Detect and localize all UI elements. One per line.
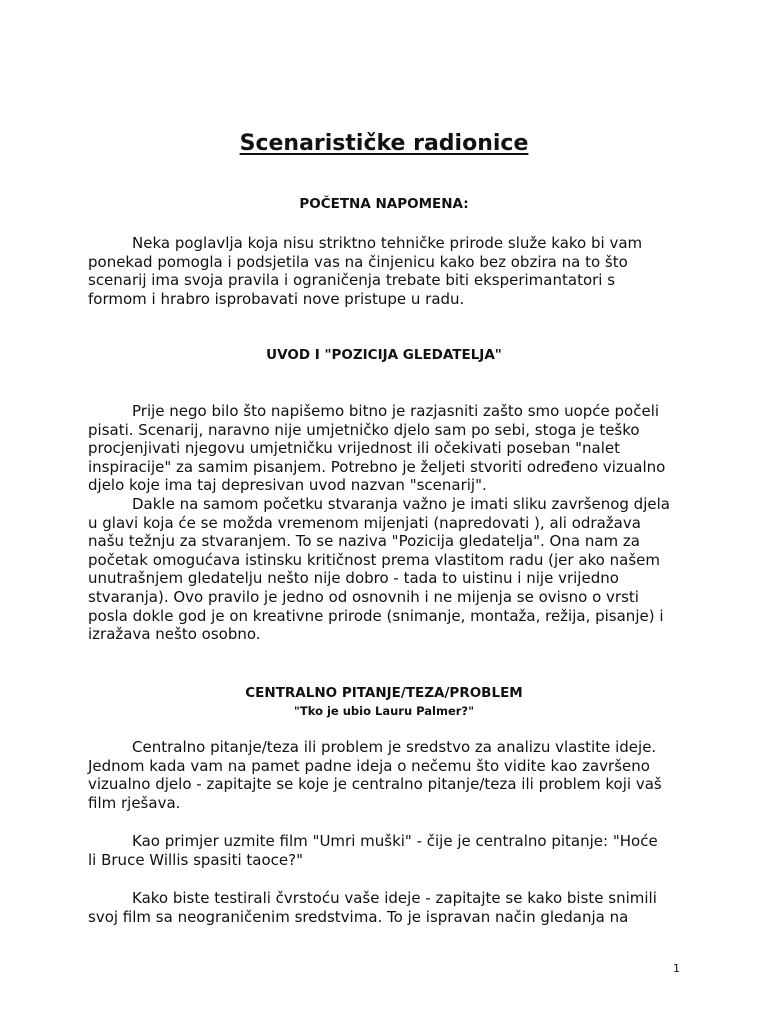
paragraph-line: Kako biste testirali čvrstoću vaše ideje - zapitajte se kako biste snimili — [132, 889, 657, 907]
paragraph-line: pisati. Scenarij, naravno nije umjetničko djelo sam po sebi, stoga je teško — [88, 420, 640, 439]
paragraph-line: početak omogućava istinsku kritičnost prema vlastitom radu (jer ako našem — [88, 550, 660, 569]
section-heading-central-question: CENTRALNO PITANJE/TEZA/PROBLEM — [245, 685, 523, 701]
paragraph-line: izražava nešto osobno. — [88, 625, 261, 644]
paragraph — [88, 402, 680, 644]
paragraph-line: li Bruce Willis spasiti taoce?" — [88, 850, 303, 869]
paragraph — [88, 234, 680, 308]
paragraph-line: stvaranja). Ovo pravilo je jedno od osnovnih i ne mijenja se ovisno o vrsti — [88, 587, 639, 606]
paragraph-line: film rješava. — [88, 793, 181, 812]
paragraph-line: Neka poglavlja koja nisu striktno tehničke prirode služe kako bi vam — [132, 234, 643, 252]
paragraph-line: našu težnju za stvaranjem. To se naziva "Pozicija gledatelja". Ona nam za — [88, 532, 640, 551]
paragraph-line: Centralno pitanje/teza ili problem je sredstvo za analizu vlastite ideje. — [132, 738, 657, 756]
paragraph — [88, 889, 680, 926]
paragraph-line: inspiracije" za samim pisanjem. Potrebno je željeti stvoriti određeno vizualno — [88, 457, 666, 476]
paragraph-line: posla dokle god je on kreativne prirode (snimanje, montaža, režija, pisanje) i — [88, 606, 664, 625]
paragraph-line: Jednom kada vam na pamet padne ideja o nečemu što vidite kao završeno — [88, 756, 650, 775]
paragraph-line: Dakle na samom početku stvaranja važno je imati sliku završenog djela — [132, 494, 670, 513]
document-title: Scenarističke radionice — [239, 131, 529, 156]
paragraph-line: u glavi koja će se možda vremenom mijenjati (napredovati ), ali odražava — [88, 513, 641, 532]
section-subheading-quote: "Tko je ubio Lauru Palmer?" — [293, 704, 475, 718]
paragraph-line: scenarij ima svoja pravila i ograničenja trebate biti eksperimantatori s — [88, 271, 616, 290]
section-heading-viewer-position: UVOD I "POZICIJA GLEDATELJA" — [266, 347, 502, 363]
paragraph-line: ponekad pomogla i podsjetila vas na činjenicu kako bez obzira na to što — [88, 252, 628, 271]
paragraph-line: unutrašnjem gledatelju nešto nije dobro - tada to uistinu i nije vrijedno — [88, 569, 619, 588]
paragraph-line: djelo koje ima taj depresivan uvod nazvan "scenarij". — [88, 476, 487, 495]
paragraph-line: Kao primjer uzmite film "Umri muški" - čije je centralno pitanje: "Hoće — [132, 832, 658, 850]
paragraph-line: svoj film sa neograničenim sredstvima. To je ispravan način gledanja na — [88, 907, 629, 926]
paragraph-line: vizualno djelo - zapitajte se koje je centralno pitanje/teza ili problem koji vaš — [88, 775, 662, 794]
paragraph-line: Prije nego bilo što napišemo bitno je razjasniti zašto smo uopće počeli — [132, 402, 660, 420]
page-number: 1 — [673, 962, 680, 975]
paragraph-line: procjenjivati njegovu umjetničku vrijednost ili očekivati poseban "nalet — [88, 439, 621, 458]
paragraph-line: formom i hrabro isprobavati nove pristupe u radu. — [88, 289, 465, 308]
paragraph — [88, 832, 680, 869]
section-heading-intro-note: POČETNA NAPOMENA: — [299, 196, 469, 212]
paragraph — [88, 738, 680, 812]
